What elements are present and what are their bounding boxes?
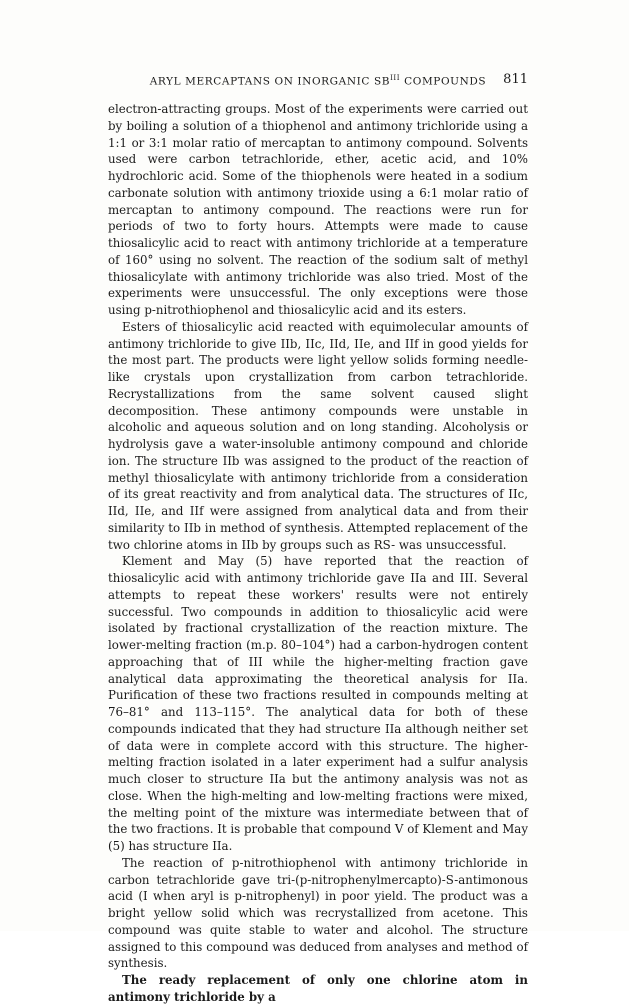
body-text xyxy=(108,101,528,1006)
page-number: 811 xyxy=(503,72,528,87)
running-title-superscript: III xyxy=(390,74,401,82)
running-header xyxy=(108,72,528,92)
paragraph-3: Klement and May (5) have reported that the reaction of thiosalicylic acid with antimony trichloride gave IIa and III. Several attempts to repeat these workers' results were not entirely successful. Two compounds in addition to thiosalicylic acid were isolated by fractional crystallization of the reaction mixture. The lower-melting fraction (m.p. 80–104°) had a carbon-hydrogen content approaching that of III while the higher-melting fraction gave analytical data approximating the theoretical analysis for IIa. Purification of these two fractions resulted in compounds melting at 76–81° and 113–115°. The analytical data for both of these compounds indicated that they had structure IIa although neither set of data were in complete accord with this structure. The higher-melting fraction isolated in a later experiment had a sulfur analysis much closer to structure IIa but the antimony analysis was not as close. When the high-melting and low-melting fractions were mixed, the melting point of the mixture was intermediate between that of the two fractions. It is probable that compound V of Klement and May (5) has structure IIa. xyxy=(108,554,528,853)
running-title xyxy=(108,74,528,88)
paragraph-2: Esters of thiosalicylic acid reacted with equimolecular amounts of antimony trichloride to give IIb, IIc, IId, IIe, and IIf in good yields for the most part. The products were light yellow solids forming needle-like crystals upon crystallization from carbon tetrachloride. Recrystallizations from the same solvent caused slight decomposition. These antimony compounds were unstable in alcoholic and aqueous solution and on long standing. Alcoholysis or hydrolysis gave a water-insoluble antimony compound and chloride ion. The structure IIb was assigned to the product of the reaction of methyl thiosalicylate with antimony trichloride from a consideration of its great reactivity and from analytical data. The structures of IIc, IId, IIe, and IIf were assigned from analytical data and from their similarity to IIb in method of synthesis. Attempted replacement of the two chlorine atoms in IIb by groups such as RS- was unsuccessful. xyxy=(108,319,528,552)
paragraph-4: The reaction of p-nitrothiophenol with antimony trichloride in carbon tetrachloride gave tri-(p-nitrophenylmercapto)-S-antimonous acid (I when aryl is p-nitrophenyl) in poor yield. The product was a bright yellow solid which was recrystallized from acetone. This compound was quite stable to water and alcohol. The structure assigned to this compound was deduced from analyses and method of synthesis. xyxy=(108,855,528,971)
running-title-tail: COMPOUNDS xyxy=(400,75,487,88)
paragraph-5: The ready replacement of only one chlorine atom in antimony trichloride by a xyxy=(108,973,528,1004)
paragraph-1: electron-attracting groups. Most of the experiments were carried out by boiling a solution of a thiophenol and antimony trichloride using a 1:1 or 3:1 molar ratio of mercaptan to antimony compound. Solvents used were carbon tetrachloride, ether, acetic acid, and 10% hydrochloric acid. Some of the thiophenols were heated in a sodium carbonate solution with antimony trioxide using a 6:1 molar ratio of mercaptan to antimony compound. The reactions were run for periods of two to forty hours. Attempts were made to cause thiosalicylic acid to react with antimony trichloride at a temperature of 160° using no solvent. The reaction of the sodium salt of methyl thiosalicylate with antimony trichloride was also tried. Most of the experiments were unsuccessful. The only exceptions were those using p-nitrothiophenol and thiosalicylic acid and its esters. xyxy=(108,102,528,317)
running-title-main: ARYL MERCAPTANS ON INORGANIC SB xyxy=(149,75,391,88)
